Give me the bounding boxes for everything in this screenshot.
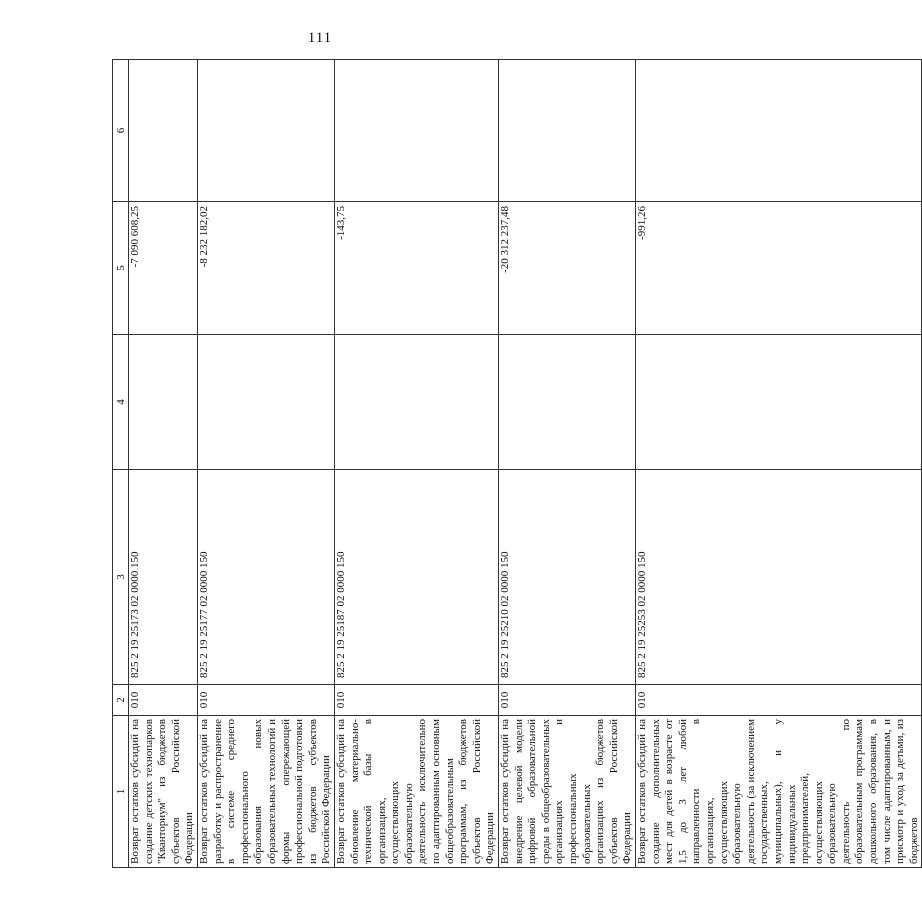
column-header: 3: [113, 470, 129, 685]
table-row: [129, 60, 198, 868]
rotated-table-container: [112, 60, 920, 868]
table-row: [197, 60, 334, 868]
table-header-row: [113, 60, 129, 868]
row-kbk: 825 2 19 25210 02 0000 150: [499, 470, 636, 685]
row-description: Возврат остатков субсидий на разработку и распространение в системе среднего профессионального образования новых образовательных технологий и формы опережающей профессиональной подготовки из бюджетов субъектов Российской Федерации: [197, 716, 334, 868]
column-header: 1: [113, 716, 129, 868]
table-row: [334, 60, 498, 868]
row-col6: [197, 60, 334, 202]
column-header: 5: [113, 202, 129, 335]
column-header: 2: [113, 685, 129, 716]
row-col4: [635, 335, 921, 470]
row-code: 010: [129, 685, 198, 716]
row-col4: [129, 335, 198, 470]
row-code: 010: [334, 685, 498, 716]
row-kbk: 825 2 19 25253 02 0000 150: [635, 470, 921, 685]
column-header: 6: [113, 60, 129, 202]
row-code: 010: [635, 685, 921, 716]
row-col4: [499, 335, 636, 470]
row-kbk: 825 2 19 25173 02 0000 150: [129, 470, 198, 685]
row-amount: -991,26: [635, 202, 921, 335]
column-header: 4: [113, 335, 129, 470]
budget-table: [112, 59, 922, 868]
table-row: [499, 60, 636, 868]
row-col4: [197, 335, 334, 470]
row-col6: [334, 60, 498, 202]
row-code: 010: [499, 685, 636, 716]
row-col6: [635, 60, 921, 202]
page-number: 111: [307, 30, 333, 46]
row-description: Возврат остатков субсидий на внедрение целевой модели цифровой образовательной среды в общеобразовательных организациях и профессиональных образовательных организациях из бюджетов субъектов Российской Федерации: [499, 716, 636, 868]
row-kbk: 825 2 19 25187 02 0000 150: [334, 470, 498, 685]
row-code: 010: [197, 685, 334, 716]
row-col4: [334, 335, 498, 470]
row-col6: [129, 60, 198, 202]
row-amount: -8 232 182,02: [197, 202, 334, 335]
row-col6: [499, 60, 636, 202]
row-amount: -7 090 608,25: [129, 202, 198, 335]
row-description: Возврат остатков субсидий на создание дополнительных мест для детей в возрасте от 1,5 до 3 лет любой направленности в организациях, осуществляющих образовательную деятельность (за исключением государственных, муниципальных), и у индивидуальных предпринимателей, осуществляющих образовательную деятельность по образовательным программам дошкольного образования, в том числе адаптированным, и присмотр и уход за детьми, из бюджетов: [635, 716, 921, 868]
row-amount: -20 312 237,48: [499, 202, 636, 335]
table-row: [635, 60, 921, 868]
row-description: Возврат остатков субсидий на обновление материально-технической базы в организациях, осуществляющих образовательную деятельность исключительно по адаптированным основным общеобразовательным программам, из бюджетов субъектов Российской Федерации: [334, 716, 498, 868]
row-kbk: 825 2 19 25177 02 0000 150: [197, 470, 334, 685]
row-amount: -143,75: [334, 202, 498, 335]
row-description: Возврат остатков субсидий на создание детских технопарков "Кванториум" из бюджетов субъектов Российской Федерации: [129, 716, 198, 868]
